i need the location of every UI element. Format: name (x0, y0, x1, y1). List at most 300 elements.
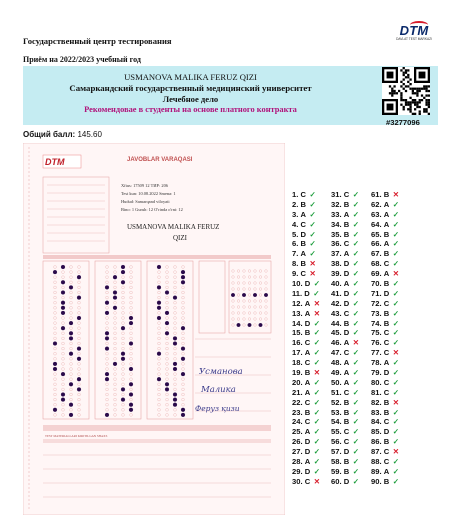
answer-row (331, 408, 360, 418)
answer-bubble (61, 306, 65, 310)
sheet-fields-3: Hudud: Samarqand viloyati (121, 199, 170, 204)
answer-letter: D (304, 288, 310, 298)
answer-letter: A (300, 249, 306, 259)
answer-row (331, 338, 360, 348)
correct-check-icon: ✓ (352, 239, 359, 249)
correct-check-icon: ✓ (392, 288, 399, 298)
correct-check-icon: ✓ (313, 417, 320, 427)
answer-number: 61. (371, 190, 382, 199)
answers-column-1 (292, 190, 321, 487)
id-bubble (231, 293, 235, 297)
header-admission-year: Приём на 2022/2023 учебный год (23, 55, 141, 64)
answer-number: 65. (371, 229, 382, 239)
correct-check-icon: ✓ (352, 427, 359, 437)
total-score (23, 130, 102, 139)
answer-number: 4. (292, 219, 299, 229)
answer-row (331, 328, 360, 338)
handwriting-surname: Усманова (199, 367, 243, 377)
logo-brand: DTM (399, 23, 429, 38)
answer-number: 81. (371, 387, 382, 397)
answer-bubble (165, 311, 169, 315)
answer-bubble (129, 403, 133, 407)
answer-bubble (173, 362, 177, 366)
candidate-info-band (23, 66, 438, 125)
id-bubble (237, 323, 241, 327)
answer-bubble (173, 403, 177, 407)
answer-bubble (61, 326, 65, 330)
answer-bubble (173, 296, 177, 300)
answer-letter: B (383, 229, 390, 239)
correct-check-icon: ✓ (392, 466, 399, 476)
answer-letter: C (343, 427, 350, 437)
answer-row (292, 220, 321, 230)
answer-row (371, 427, 400, 437)
correct-check-icon: ✓ (313, 348, 320, 358)
answer-number: 50. (331, 377, 342, 387)
correct-check-icon: ✓ (392, 318, 399, 328)
answer-row (371, 348, 400, 358)
answer-row (292, 368, 321, 378)
answer-row (331, 299, 360, 309)
answer-letter: B (300, 239, 306, 249)
answer-number: 8. (292, 259, 299, 269)
answer-bubble (157, 316, 161, 320)
correct-check-icon: ✓ (352, 328, 359, 338)
answer-letter: C (343, 190, 350, 199)
correct-check-icon: ✓ (392, 259, 399, 269)
answer-number: 12. (292, 298, 303, 308)
correct-check-icon: ✓ (392, 328, 399, 338)
answer-letter: D (383, 427, 390, 437)
answer-bubble (105, 337, 109, 341)
answer-letter: A (383, 239, 390, 249)
handwriting-patronymic: Феруз қизи (195, 404, 240, 413)
sheet-title: JAVOBLAR VARAQASI (127, 157, 193, 163)
answer-bubble (129, 321, 133, 325)
answer-number: 38. (331, 259, 342, 269)
answer-letter: B (343, 417, 350, 427)
answer-number: 37. (331, 249, 342, 259)
answer-row (331, 289, 360, 299)
answer-sheet-image (23, 143, 285, 515)
answer-bubble (61, 393, 65, 397)
answer-row (331, 210, 360, 220)
correct-check-icon: ✓ (313, 358, 320, 368)
correct-check-icon: ✓ (352, 298, 359, 308)
answer-row (292, 249, 321, 259)
answer-letter: C (343, 239, 350, 249)
answer-number: 55. (331, 427, 342, 437)
correct-check-icon: ✓ (392, 279, 399, 289)
answer-bubble (69, 352, 73, 356)
qr-code-icon (382, 67, 430, 115)
wrong-cross-icon: ✕ (392, 190, 399, 199)
answer-bubble (121, 388, 125, 392)
answer-number: 28. (292, 457, 303, 467)
answer-number: 82. (371, 397, 382, 407)
correct-check-icon: ✓ (352, 358, 359, 368)
answer-row (371, 408, 400, 418)
answer-row (371, 457, 400, 467)
answer-bubble (129, 393, 133, 397)
answer-letter: A (383, 269, 390, 279)
answer-number: 43. (331, 308, 342, 318)
answer-bubble (173, 337, 177, 341)
answer-letter: C (343, 437, 350, 447)
answer-bubble (105, 286, 109, 290)
answer-bubble (165, 331, 169, 335)
answer-number: 25. (292, 427, 303, 437)
correct-check-icon: ✓ (313, 279, 320, 289)
answer-bubble (173, 342, 177, 346)
wrong-cross-icon: ✕ (313, 476, 320, 486)
answer-number: 69. (371, 269, 382, 279)
wrong-cross-icon: ✕ (352, 338, 359, 348)
answer-row (331, 388, 360, 398)
answer-bubble (157, 265, 161, 269)
answer-row (292, 447, 321, 457)
correct-check-icon: ✓ (392, 298, 399, 308)
answer-number: 58. (331, 457, 342, 467)
answer-letter: C (300, 269, 306, 279)
answer-number: 13. (292, 308, 303, 318)
correct-check-icon: ✓ (313, 288, 320, 298)
answer-bubble (181, 372, 185, 376)
answer-number: 27. (292, 447, 303, 457)
answer-number: 36. (331, 239, 342, 249)
correct-check-icon: ✓ (352, 466, 359, 476)
answer-row (292, 378, 321, 388)
answer-row (292, 328, 321, 338)
answer-row (292, 210, 321, 220)
answer-row (331, 467, 360, 477)
answer-bubble (181, 326, 185, 330)
answer-bubble (53, 408, 57, 412)
answer-number: 59. (331, 466, 342, 476)
correct-check-icon: ✓ (392, 229, 399, 239)
correct-check-icon: ✓ (313, 437, 320, 447)
correct-check-icon: ✓ (352, 348, 359, 358)
answer-bubble (121, 270, 125, 274)
answer-letter: C (304, 476, 311, 486)
answer-letter: B (304, 407, 311, 417)
answer-bubble (69, 286, 73, 290)
answer-number: 22. (292, 397, 303, 407)
handwriting-name: Малика (201, 385, 236, 395)
answer-letter: C (383, 387, 390, 397)
answer-row (331, 269, 360, 279)
answer-letter: D (304, 466, 311, 476)
answer-letter: D (343, 476, 350, 486)
answer-number: 19. (292, 368, 303, 378)
answer-row (371, 477, 400, 487)
answer-number: 6. (292, 239, 299, 249)
answer-number: 9. (292, 269, 299, 279)
answer-row (331, 447, 360, 457)
candidate-id: #3277096 (386, 118, 420, 127)
answer-row (331, 190, 360, 200)
answer-number: 51. (331, 387, 342, 397)
answer-number: 60. (331, 476, 342, 486)
answer-letter: B (383, 308, 390, 318)
answer-letter: C (300, 190, 306, 199)
answer-bubble (105, 372, 109, 376)
answer-letter: B (343, 199, 350, 209)
answers-column-2 (331, 190, 360, 487)
answer-letter: A (304, 377, 311, 387)
score-label: Общий балл: (23, 130, 76, 139)
answer-letter: D (343, 447, 350, 457)
id-bubble (253, 293, 257, 297)
answer-number: 53. (331, 407, 342, 417)
answer-letter: B (343, 397, 350, 407)
answer-letter: D (304, 437, 311, 447)
answer-number: 76. (371, 338, 382, 348)
correct-check-icon: ✓ (313, 427, 320, 437)
answer-letter: A (343, 279, 350, 289)
answer-number: 64. (371, 219, 382, 229)
correct-check-icon: ✓ (313, 387, 320, 397)
correct-check-icon: ✓ (392, 199, 399, 209)
correct-check-icon: ✓ (352, 368, 359, 378)
answer-bubble (77, 357, 81, 361)
qr-code (382, 67, 430, 115)
answer-row (331, 319, 360, 329)
answer-number: 79. (371, 368, 382, 378)
answer-number: 68. (371, 259, 382, 269)
answer-bubble (165, 291, 169, 295)
answer-row (292, 437, 321, 447)
answer-row (331, 200, 360, 210)
answer-row (371, 299, 400, 309)
correct-check-icon: ✓ (392, 338, 399, 348)
answer-number: 88. (371, 457, 382, 467)
answer-row (371, 269, 400, 279)
answer-number: 44. (331, 318, 342, 328)
answer-number: 20. (292, 377, 303, 387)
answer-number: 54. (331, 417, 342, 427)
answer-row (371, 467, 400, 477)
answer-row (331, 309, 360, 319)
answer-number: 11. (292, 288, 303, 298)
answer-letter: B (383, 249, 390, 259)
answer-letter: A (343, 368, 350, 378)
sheet-name-1: USMANOVA MALIKA FERUZ (127, 223, 220, 231)
correct-check-icon: ✓ (352, 397, 359, 407)
answer-row (292, 230, 321, 240)
answer-letter: D (304, 318, 311, 328)
answer-letter: A (304, 298, 311, 308)
correct-check-icon: ✓ (352, 457, 359, 467)
answer-row (331, 348, 360, 358)
answer-bubble (77, 388, 81, 392)
university-name: Самаркандский государственный медицинский университет (69, 83, 312, 93)
answer-row (331, 249, 360, 259)
answer-letter: A (383, 466, 390, 476)
answer-letter: B (383, 279, 390, 289)
dtm-logo (392, 24, 436, 46)
answer-number: 31. (331, 190, 342, 199)
answer-row (292, 239, 321, 249)
answer-number: 48. (331, 358, 342, 368)
answer-letter: A (300, 209, 306, 219)
correct-check-icon: ✓ (352, 318, 359, 328)
correct-check-icon: ✓ (352, 269, 359, 279)
wrong-cross-icon: ✕ (392, 397, 399, 407)
correct-check-icon: ✓ (309, 229, 316, 239)
answer-number: 16. (292, 338, 303, 348)
answer-letter: D (300, 229, 306, 239)
answer-number: 26. (292, 437, 303, 447)
correct-check-icon: ✓ (392, 209, 399, 219)
answer-letter: C (383, 298, 390, 308)
answer-letter: C (383, 377, 390, 387)
correct-check-icon: ✓ (352, 387, 359, 397)
answer-bubble (53, 270, 57, 274)
answer-letter: D (343, 269, 350, 279)
answer-number: 35. (331, 229, 342, 239)
answer-bubble (61, 398, 65, 402)
correct-check-icon: ✓ (309, 199, 316, 209)
answer-bubble (77, 347, 81, 351)
answer-number: 72. (371, 298, 382, 308)
answer-bubble (129, 342, 133, 346)
logo-arc-icon (410, 21, 428, 29)
correct-check-icon: ✓ (313, 328, 320, 338)
answer-row (292, 259, 321, 269)
answer-bubble (113, 275, 117, 279)
correct-check-icon: ✓ (352, 219, 359, 229)
answer-letter: B (383, 437, 390, 447)
answer-row (331, 259, 360, 269)
correct-check-icon: ✓ (313, 457, 320, 467)
answer-letter: A (304, 457, 311, 467)
correct-check-icon: ✓ (392, 476, 399, 486)
answer-bubble (113, 296, 117, 300)
answer-letter: B (343, 457, 350, 467)
answer-row (292, 358, 321, 368)
correct-check-icon: ✓ (352, 447, 359, 457)
answer-bubble (157, 352, 161, 356)
answer-bubble (77, 296, 81, 300)
answer-bubble (181, 408, 185, 412)
answer-letter: C (300, 219, 306, 229)
correct-check-icon: ✓ (309, 249, 316, 259)
answer-row (292, 200, 321, 210)
answer-number: 47. (331, 348, 342, 358)
answer-row (371, 190, 400, 200)
answer-bubble (121, 398, 125, 402)
answer-number: 78. (371, 358, 382, 368)
answer-row (371, 319, 400, 329)
wrong-cross-icon: ✕ (313, 368, 320, 378)
answer-bubble (157, 306, 161, 310)
answer-bubble (69, 382, 73, 386)
answer-letter: B (343, 219, 350, 229)
answer-letter: C (343, 308, 350, 318)
answer-number: 85. (371, 427, 382, 437)
answer-row (331, 230, 360, 240)
answer-bubble (61, 372, 65, 376)
sheet-fields-2: Test kun: 10.08.2022 Smena: 1 (121, 191, 176, 196)
answer-number: 67. (371, 249, 382, 259)
answer-bubble (69, 413, 73, 417)
correct-check-icon: ✓ (352, 288, 359, 298)
answer-bubble (181, 280, 185, 284)
answer-number: 45. (331, 328, 342, 338)
answer-row (292, 279, 321, 289)
answer-row (371, 249, 400, 259)
answer-row (371, 328, 400, 338)
answer-number: 75. (371, 328, 382, 338)
answer-bubble (53, 367, 57, 371)
answer-number: 18. (292, 358, 303, 368)
answer-bubble (181, 357, 185, 361)
answer-bubble (165, 382, 169, 386)
correct-check-icon: ✓ (352, 279, 359, 289)
answer-bubble (165, 388, 169, 392)
answer-bubble (157, 377, 161, 381)
answer-bubble (173, 398, 177, 402)
answer-bubble (181, 347, 185, 351)
answer-letter: D (343, 288, 350, 298)
answer-letter: C (343, 348, 350, 358)
answer-letter: A (383, 209, 390, 219)
answer-row (371, 338, 400, 348)
answer-bubble (69, 321, 73, 325)
answer-row (331, 477, 360, 487)
answer-bubble (105, 331, 109, 335)
answer-letter: A (343, 249, 350, 259)
header-organization: Государственный центр тестирования (23, 36, 172, 46)
correct-check-icon: ✓ (352, 437, 359, 447)
answer-bubble (121, 280, 125, 284)
answer-number: 62. (371, 199, 382, 209)
answer-row (331, 378, 360, 388)
answer-number: 33. (331, 209, 342, 219)
correct-check-icon: ✓ (313, 397, 320, 407)
answer-row (292, 427, 321, 437)
answer-bubble (105, 311, 109, 315)
answer-letter: D (383, 368, 390, 378)
answer-number: 49. (331, 368, 342, 378)
correct-check-icon: ✓ (313, 318, 320, 328)
answer-number: 52. (331, 397, 342, 407)
correct-check-icon: ✓ (309, 190, 316, 199)
score-value: 145.60 (77, 130, 102, 139)
answer-bubble (113, 306, 117, 310)
answer-letter: B (343, 229, 350, 239)
correct-check-icon: ✓ (392, 249, 399, 259)
answer-letter: C (304, 358, 311, 368)
answer-row (371, 437, 400, 447)
answer-letter: D (304, 279, 311, 289)
answer-letter: C (383, 259, 390, 269)
answer-number: 63. (371, 209, 382, 219)
answer-number: 23. (292, 407, 303, 417)
correct-check-icon: ✓ (313, 407, 320, 417)
answer-bubble (77, 377, 81, 381)
answer-bubble (173, 367, 177, 371)
answer-letter: B (304, 328, 311, 338)
answer-bubble (121, 265, 125, 269)
answer-letter: C (343, 387, 350, 397)
answer-letter: C (304, 338, 311, 348)
answer-row (292, 309, 321, 319)
sheet-fields-4: Bino: 1 Guruh: 12 O'rinda o'rni: 12 (121, 207, 183, 212)
answer-number: 87. (371, 447, 382, 457)
answer-letter: C (383, 338, 390, 348)
